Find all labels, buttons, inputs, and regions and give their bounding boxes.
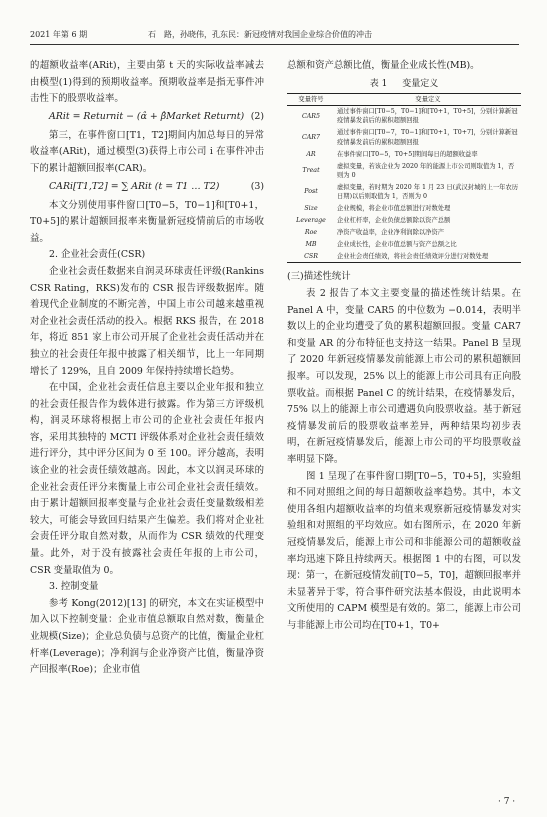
variable-symbol: Leverage	[296, 216, 326, 224]
variable-symbol: AR	[306, 150, 316, 158]
variable-definition: 净资产收益率，企业净利润除以净资产	[337, 228, 445, 236]
variable-definition: 企业规模，将企业市值总额进行对数处理	[337, 204, 451, 212]
variable-symbol: Roe	[304, 228, 318, 236]
table-1-caption: 变量定义	[402, 78, 439, 89]
formula-3-expr: CARi[T1,T2] = ∑ ARit (t = T1 … T2)	[49, 181, 220, 193]
variable-definition: 通过事件窗口[T0−5，T0−1]和[T0+1，T0+5]，分别计算新冠疫情暴发前后的累积超额回报	[337, 108, 518, 125]
section-descriptive-heading: (三)描述性统计	[287, 271, 351, 283]
variable-symbol: Treat	[302, 167, 320, 175]
table-row	[287, 160, 521, 181]
header-rule	[30, 44, 519, 45]
table-row	[287, 238, 521, 250]
table-header-cell: 变量符号	[287, 93, 335, 105]
variable-symbol: CSR	[287, 250, 335, 262]
paragraph-csr-disclosure: 在中国，企业社会责任信息主要以企业年报和独立的社会责任报告作为载体进行披露。作为第三方评级机构，润灵环球将根据上市公司的企业社会责任年报内容，采用其独特的 MCTI 评级体系对企业社会责任绩效进行评分，其中评分区间为 0 至 100。评分越高，表明该企业的社会责任绩效越高。因此，本文以润灵环球的企业社会责任评分来衡量上市公司企业社会责任绩效。由于累计超额回报率变量与企业社会责任变量数级相差较大，可能会导致回归结果产生偏差。我们将对企业社会责任评分取自然对数，从而作为 CSR 绩效的代理变量。此外，对于没有披露社会责任年报的上市公司，CSR 变量取值为 0。	[30, 382, 264, 576]
table-header-cell: 变量定义	[335, 93, 521, 105]
issue-label: 2021 年第 6 期	[30, 30, 88, 39]
variable-symbol: CAR7	[301, 133, 321, 141]
section-controls-heading: 3. 控制变量	[49, 581, 99, 593]
variable-definition: 在事件窗口[T0−5，T0+5]期间每日的超额收益率	[337, 150, 478, 158]
variable-definition-table	[287, 93, 521, 264]
formula-2	[30, 108, 264, 128]
variable-definition: 虚拟变量，若该企业为 2020 年的能源上市公司则取值为 1，否则为 0	[337, 162, 515, 179]
table-row	[287, 181, 521, 202]
paragraph-car: 第三，在事件窗口[T1，T2]期间内加总每日的异常收益率(ARit)，通过模型(3)获得上市公司 i 在事件冲击下的累计超额回报率(CAR)。	[30, 129, 264, 174]
variable-definition: 通过事件窗口[T0−7，T0−1]和[T0+1，T0+7]，分别计算新冠疫情暴发前后的累积超额回报	[337, 129, 518, 146]
left-column	[30, 58, 264, 679]
formula-2-number: (2)	[250, 111, 264, 123]
table-1-title	[287, 77, 521, 91]
formula-3	[30, 178, 264, 198]
variable-definition: 企业杠杆率，企业负债总额除以资产总额	[337, 216, 451, 224]
table-row	[287, 250, 521, 262]
formula-3-number: (3)	[250, 181, 264, 193]
right-column	[287, 58, 521, 635]
variable-symbol: CAR5	[301, 112, 321, 120]
paragraph-event-window: 本文分别使用事件窗口[T0−5，T0−1]和[T0+1，T0+5]的累计超额回报率来衡量新冠疫情前后的市场收益。	[30, 199, 264, 244]
paragraph-ar-definition: 的超额收益率(ARit)，主要由第 t 天的实际收益率减去由模型(1)得到的预期收益率。预期收益率是指无事件冲击性下的股票收益率。	[30, 60, 264, 105]
variable-symbol: Size	[304, 204, 318, 212]
paragraph-mb: 总额和资产总额比值，衡量企业成长性(MB)。	[287, 60, 480, 71]
table-row	[287, 148, 521, 160]
variable-definition: 企业社会责任绩效，将社会责任绩效评分进行对数处理	[335, 250, 521, 262]
table-row	[287, 227, 521, 239]
paragraph-csr-source: 企业社会责任数据来自润灵环球责任评级(Rankins CSR Rating，RKS)发布的 CSR 报告评级数据库。随着现代企业制度的不断完善，中国上市公司越来越重视对企业社会责任活动的投入。根据 RKS 报告，在 2018 年，将近 851 家上市公司开展了企业社会责任活动并在独立的社会责任年报中披露了相关细节，比上一年同期增长了 129%，且自 2009 年保持持续增长趋势。	[30, 265, 264, 377]
paragraph-controls: 参考 Kong(2012)[13] 的研究，本文在实证模型中加入以下控制变量：企业市值总额取自然对数，衡量企业规模(Size)；企业总负债与总资产的比值，衡量企业杠杆率(Leverage)；净利润与企业净资产比值，衡量净资产回报率(Roe)；企业市值	[30, 597, 264, 676]
variable-definition: 虚拟变量，若时期为 2020 年 1 月 23 日(武汉封城的上一年农历日期)以后则取值为 1，否则为 0	[337, 183, 519, 200]
running-title: 石 路，孙晓伟，孔东民：新冠疫情对我国企业综合价值的冲击	[148, 30, 372, 39]
paragraph-descriptive-stats: 表 2 报告了本文主要变量的描述性统计结果。在 Panel A 中，变量 CAR5 的中位数为 −0.014，表明半数以上的企业均遭受了负的累积超额回报。变量 CAR7 和变量 AR 的分布特征也支持这一结果。Panel B 呈现了 2020 年新冠疫情暴发前能源上市公司的累积超额回报率。可以发现，25% 以上的能源上市公司具有正向股票收益。而根据 Panel C 的统计结果，在疫情暴发后，75% 以上的能源上市公司遭遇负向股票收益。基于新冠疫情暴发前后的股票收益率差异，两种结果均初步表明，在新冠疫情暴发后，能源上市公司的平均股票收益率明显下降。	[287, 288, 521, 465]
formula-2-expr: ARit = Returnit − (α̂ + β̂Market Returnt)	[49, 111, 245, 123]
variable-definition: 企业成长性，企业市值总额与资产总额之比	[337, 240, 457, 248]
running-header	[30, 28, 519, 42]
page-number: · 7 ·	[498, 797, 516, 807]
table-1-number: 表 1	[369, 78, 388, 89]
variable-symbol: Post	[304, 188, 318, 196]
table-row	[287, 105, 521, 127]
table-row	[287, 215, 521, 227]
table-row	[287, 203, 521, 215]
table-header-row	[287, 93, 521, 105]
section-csr-heading: 2. 企业社会责任(CSR)	[49, 249, 146, 261]
variable-symbol: MB	[305, 240, 317, 248]
table-row	[287, 127, 521, 148]
paragraph-figure-1: 图 1 呈现了在事件窗口期[T0−5，T0+5]，实验组和不同对照组之间的每日超额收益率趋势。其中，本文使用各组内超额收益率的均值来观察新冠疫情暴发对实验组和对照组的平均效应。如右图所示，在 2020 年新冠疫情暴发后，能源上市公司和非能源公司的超额收益率均迅速下降且持续两天。根据图 1 中的右图，可以发现：第一，在新冠疫情发前[T0−5，T0]，超额回报率并未显著异于零，符合事件研究法基本假设，由此说明本文所使用的 CAPM 模型是有效的。第二，能源上市公司与非能源上市公司均在[T0+1，T0+	[287, 470, 521, 631]
